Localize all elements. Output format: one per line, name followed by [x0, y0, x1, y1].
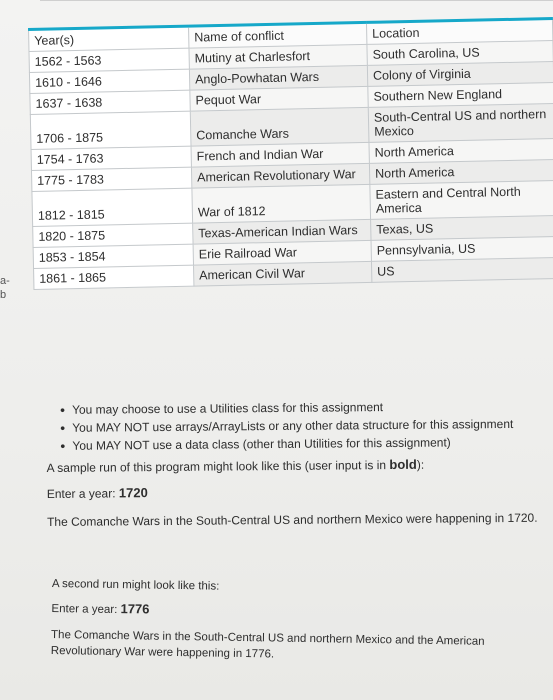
- run2-intro: A second run might look like this:: [51, 577, 220, 593]
- lead-bold-word: bold: [389, 456, 417, 473]
- sample-run-lead: [47, 456, 553, 476]
- header-name: Name of conflict: [188, 22, 366, 48]
- requirement-item: • You MAY NOT use arrays/ArrayLists or any other data structure for this assignment: [60, 416, 553, 436]
- cell-location: South Carolina, US: [367, 41, 553, 66]
- header-year: Year(s): [29, 26, 189, 51]
- run2-input: 1776: [120, 601, 150, 617]
- cell-conflict-name: French and Indian War: [191, 142, 369, 167]
- conflicts-table-container: [28, 17, 553, 290]
- requirement-item: • You MAY NOT use a data class (other than Utilities for this assignment): [60, 434, 553, 454]
- run2-prompt: Enter a year:: [51, 602, 121, 617]
- cell-location: Colony of Virginia: [367, 62, 553, 87]
- conflicts-table: [28, 17, 553, 290]
- cell-year: 1812 - 1815: [32, 188, 193, 226]
- run2-prompt-line: [51, 600, 551, 625]
- cell-conflict-name: Mutiny at Charlesfort: [189, 44, 367, 69]
- cell-year: 1853 - 1854: [33, 244, 193, 268]
- requirement-item: • You may choose to use a Utilities class for this assignment: [60, 398, 553, 418]
- cell-location: Pennsylvania, US: [371, 236, 553, 261]
- cell-conflict-name: Comanche Wars: [190, 107, 369, 146]
- header-location: Location: [366, 19, 552, 45]
- cell-conflict-name: Anglo-Powhatan Wars: [189, 65, 367, 90]
- cell-conflict-name: Texas-American Indian Wars: [193, 219, 371, 244]
- cell-conflict-name: Pequot War: [190, 86, 368, 111]
- cell-year: 1820 - 1875: [33, 223, 193, 247]
- side-mark-bottom: b: [0, 289, 7, 301]
- run1-prompt-line: [47, 482, 553, 502]
- cell-conflict-name: American Civil War: [194, 261, 372, 286]
- table-body: [29, 41, 553, 290]
- second-run-block: [51, 576, 552, 667]
- lead-text: A sample run of this program might look like this (user input is in: [46, 458, 390, 475]
- cell-year: 1637 - 1638: [30, 90, 190, 114]
- cell-location: US: [371, 257, 553, 282]
- run1-input: 1720: [118, 485, 148, 501]
- cell-conflict-name: War of 1812: [192, 184, 371, 223]
- cell-location: North America: [369, 159, 553, 184]
- instructions-block: [46, 398, 553, 530]
- cell-year: 1775 - 1783: [31, 167, 191, 191]
- cell-year: 1861 - 1865: [34, 265, 194, 289]
- cell-conflict-name: Erie Railroad War: [193, 240, 371, 265]
- cell-year: 1562 - 1563: [29, 48, 189, 72]
- cell-year: 1706 - 1875: [30, 111, 191, 149]
- run2-result: The Comanche Wars in the South-Central US and northern Mexico and the American Revolutionary War were happening in 1776.: [50, 628, 485, 661]
- lead-end: ):: [416, 457, 425, 472]
- run1-prompt: Enter a year:: [46, 486, 119, 501]
- cell-year: 1754 - 1763: [31, 146, 191, 170]
- cell-location: Eastern and Central North America: [370, 180, 553, 219]
- requirements-list: [46, 398, 553, 454]
- cell-year: 1610 - 1646: [29, 69, 189, 93]
- run1-result: The Comanche Wars in the South-Central US and northern Mexico were happening in 1720.: [46, 510, 538, 529]
- side-mark-top: a-: [0, 275, 10, 287]
- top-divider: [40, 0, 553, 1]
- cell-location: South-Central US and northern Mexico: [368, 103, 553, 142]
- side-margin-text: [0, 274, 14, 302]
- cell-location: Texas, US: [371, 215, 553, 240]
- cell-location: North America: [369, 138, 553, 163]
- cell-location: Southern New England: [368, 83, 553, 108]
- cell-conflict-name: American Revolutionary War: [191, 163, 369, 188]
